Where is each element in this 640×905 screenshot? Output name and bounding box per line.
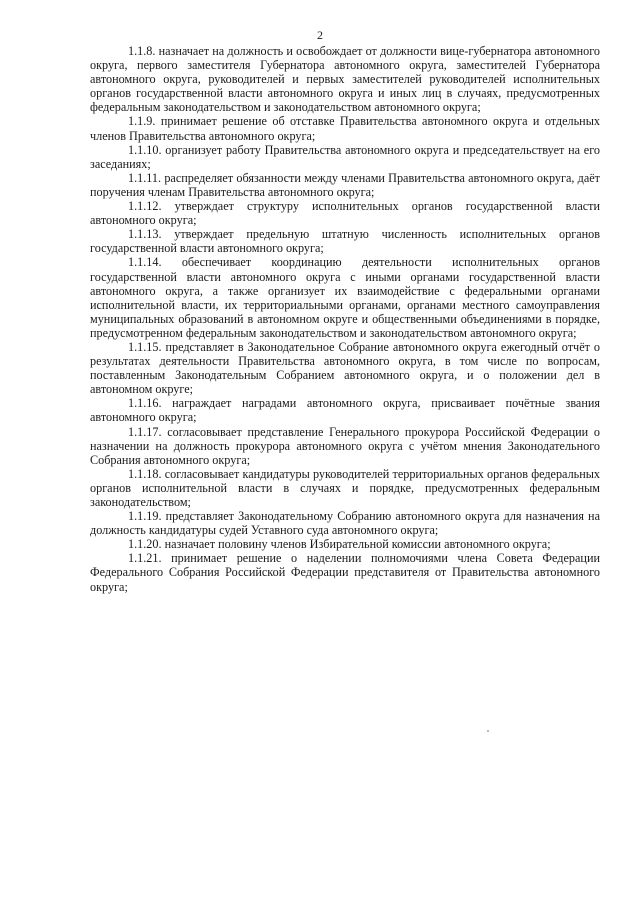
- list-item: [90, 509, 600, 537]
- item-number: 1.1.9.: [128, 114, 156, 129]
- item-number: 1.1.8.: [128, 44, 156, 58]
- list-item: [90, 537, 600, 551]
- list-item: [90, 467, 600, 509]
- item-text: обеспечивает координацию деятельности исполнительных органов государственной власти автономного округа с иными органами государственной власти автономного округа, а также организует их взаимодействие с федеральными органами исполнительной власти, их территориальными органами, органами местного самоуправления муниципальных образований в автономном округе и общественными объединениями в порядке, предусмотренном федеральным законодательством и законодательством автономного округа;: [90, 255, 600, 340]
- list-item: [90, 199, 600, 227]
- item-number: 1.1.13.: [128, 227, 162, 242]
- item-text: принимает решение об отставке Правительства автономного округа и отдельных членов Правительства автономного округа;: [90, 114, 600, 143]
- item-number: 1.1.10.: [128, 142, 162, 157]
- list-item: [90, 425, 600, 467]
- list-item: [90, 396, 600, 424]
- item-number: 1.1.16.: [128, 396, 162, 411]
- item-number: 1.1.12.: [128, 199, 162, 214]
- item-text: организует работу Правительства автономного округа и председательствует на его заседаниях;: [90, 142, 600, 171]
- item-text: представляет Законодательному Собранию автономного округа для назначения на должность кандидатуры судей Уставного суда автономного округа;: [90, 509, 600, 538]
- item-text: назначает на должность и освобождает от должности вице-губернатора автономного округа, первого заместителя Губернатора автономного округа, заместителей Губернатора автономного округа, руководителей и первых заместителей руководителей исполнительных органов государственной власти автономного округа и иных лиц в случаях, предусмотренных федеральным законодательством и законодательством автономного округа;: [90, 44, 600, 115]
- item-text: согласовывает кандидатуры руководителей территориальных органов федеральных органов исполнительной власти в случаях и порядке, предусмотренных федеральным законодательством;: [90, 466, 601, 509]
- list-item: [90, 551, 600, 593]
- list-item: [90, 340, 600, 396]
- item-text: назначает половину членов Избирательной комиссии автономного округа;: [164, 537, 551, 552]
- item-text: согласовывает представление Генерального прокурора Российской Федерации о назначении на должность прокурора автономного округа с учётом мнения Законодательного Собрания автономного округа;: [90, 424, 601, 467]
- list-item: [90, 143, 600, 171]
- list-item: [90, 255, 600, 340]
- item-text: представляет в Законодательное Собрание автономного округа ежегодный отчёт о результатах деятельности Правительства автономного округа, в том числе по вопросам, поставленным Законодательным Собранием автономного округа, и о положении дел в автономном округе;: [90, 339, 600, 397]
- item-number: 1.1.11.: [128, 170, 162, 185]
- item-number: 1.1.18.: [128, 466, 162, 481]
- item-text: распределяет обязанности между членами Правительства автономного округа, даёт поручения членам Правительства автономного округа;: [90, 170, 600, 199]
- item-text: утверждает предельную штатную численность исполнительных органов государственной власти автономного округа;: [90, 227, 601, 256]
- item-number: 1.1.19.: [128, 509, 162, 524]
- item-number: 1.1.17.: [128, 424, 162, 439]
- item-text: утверждает структуру исполнительных органов государственной власти автономного округа;: [90, 199, 600, 228]
- item-number: 1.1.21.: [128, 551, 162, 566]
- list-item: [90, 114, 600, 142]
- item-number: 1.1.20.: [128, 537, 162, 552]
- page-number: 2: [317, 28, 323, 42]
- item-number: 1.1.14.: [128, 255, 162, 270]
- item-text: принимает решение о наделении полномочиями члена Совета Федерации Федерального Собрания Российской Федерации представителя от Правительства автономного округа;: [90, 551, 600, 594]
- list-item: [90, 44, 600, 114]
- document-body: [90, 44, 600, 594]
- item-number: 1.1.15.: [128, 339, 162, 354]
- item-text: награждает наградами автономного округа, присваивает почётные звания автономного округа;: [90, 396, 600, 425]
- list-item: [90, 171, 600, 199]
- scan-speck: [487, 730, 489, 732]
- list-item: [90, 227, 600, 255]
